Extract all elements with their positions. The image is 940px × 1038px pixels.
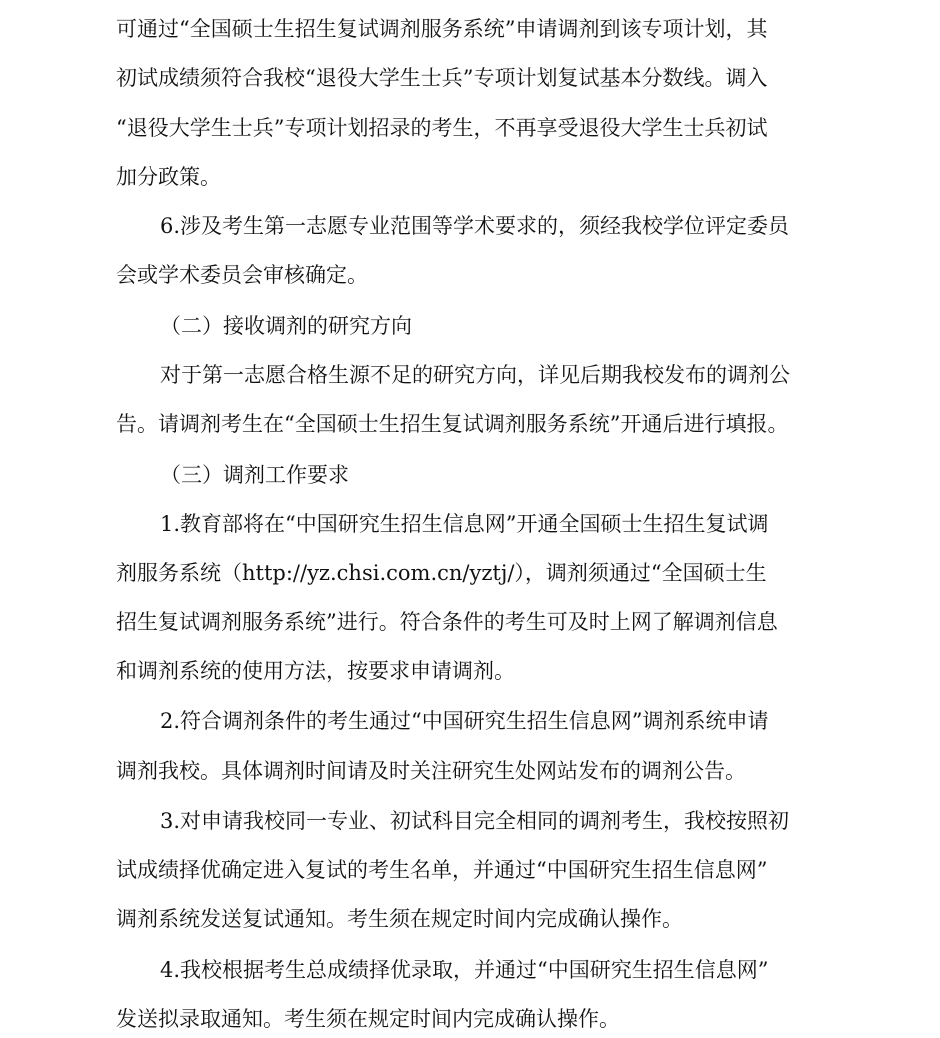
section-heading: （二）接收调剂的研究方向 <box>160 314 412 338</box>
text-line: 调剂我校。具体调剂时间请及时关注研究生处网站发布的调剂公告。 <box>116 759 746 783</box>
text-line: 招生复试调剂服务系统”进行。符合条件的考生可及时上网了解调剂信息 <box>116 610 778 634</box>
text-line: 会或学术委员会审核确定。 <box>116 263 368 287</box>
text-line: 试成绩择优确定进入复试的考生名单，并通过“中国研究生招生信息网” <box>116 858 768 882</box>
text-line: 发送拟录取通知。考生须在规定时间内完成确认操作。 <box>116 1007 620 1031</box>
text-line: 初试成绩须符合我校“退役大学生士兵”专项计划复试基本分数线。调入 <box>116 66 768 90</box>
paragraph-start-line: 2.符合调剂条件的考生通过“中国研究生招生信息网”调剂系统申请 <box>160 709 769 733</box>
text-line: 剂服务系统（http://yz.chsi.com.cn/yztj/），调剂须通过“全国硕士生 <box>116 561 767 585</box>
paragraph-start-line: 4.我校根据考生总成绩择优录取，并通过“中国研究生招生信息网” <box>160 958 769 982</box>
paragraph-start-line: 对于第一志愿合格生源不足的研究方向，详见后期我校发布的调剂公 <box>160 363 790 387</box>
paragraph-start-line: 6.涉及考生第一志愿专业范围等学术要求的，须经我校学位评定委员 <box>160 214 790 238</box>
text-line: 可通过“全国硕士生招生复试调剂服务系统”申请调剂到该专项计划，其 <box>116 17 768 41</box>
text-line: 调剂系统发送复试通知。考生须在规定时间内完成确认操作。 <box>116 907 683 931</box>
text-line: 和调剂系统的使用方法，按要求申请调剂。 <box>116 659 515 683</box>
paragraph-start-line: 3.对申请我校同一专业、初试科目完全相同的调剂考生，我校按照初 <box>160 809 790 833</box>
text-line: 告。请调剂考生在“全国硕士生招生复试调剂服务系统”开通后进行填报。 <box>116 412 789 436</box>
section-heading: （三）调剂工作要求 <box>160 463 349 487</box>
paragraph-start-line: 1.教育部将在“中国研究生招生信息网”开通全国硕士生招生复试调 <box>160 512 769 536</box>
text-line: 加分政策。 <box>116 165 221 189</box>
text-line: “退役大学生士兵”专项计划招录的考生，不再享受退役大学生士兵初试 <box>116 116 768 140</box>
